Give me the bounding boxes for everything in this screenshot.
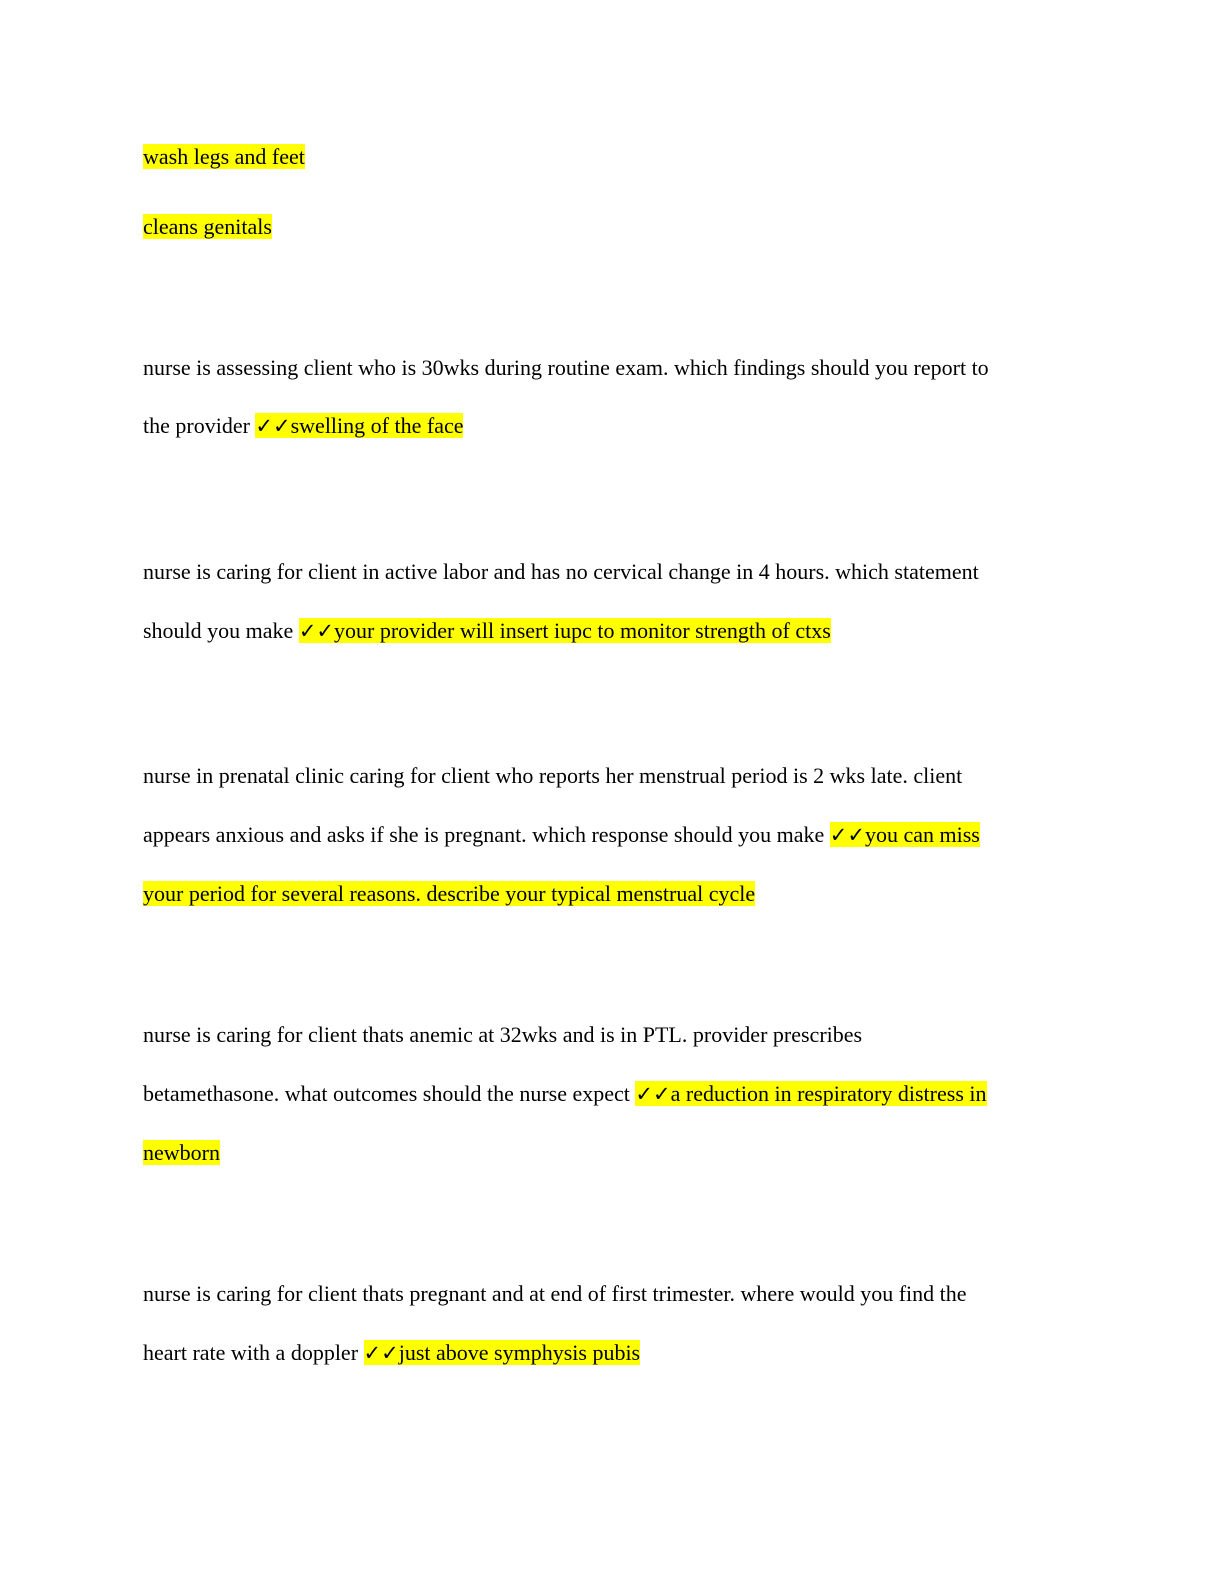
answer-text: your provider will insert iupc to monitor strength of ctxs [334, 618, 831, 643]
answer-text: swelling of the face [290, 413, 464, 438]
question-line: appears anxious and asks if she is pregnant. which response should you make [143, 822, 830, 847]
question-text [143, 1079, 1083, 1109]
highlighted-text: cleans genitals [143, 214, 272, 239]
answer-text: a reduction in respiratory distress in [670, 1081, 987, 1106]
answer-text: just above symphysis pubis [398, 1340, 641, 1365]
checkmark-icon: ✓✓ [635, 1082, 671, 1106]
answer-text: you can miss [864, 822, 980, 847]
question-text [143, 1338, 1083, 1368]
checkmark-icon: ✓✓ [298, 619, 335, 643]
question-text [143, 879, 1083, 909]
question-text [143, 557, 1083, 587]
question-text [143, 411, 1083, 441]
question-line: nurse is assessing client who is 30wks during routine exam. which findings should you report to [143, 355, 989, 380]
question-text [143, 1138, 1083, 1168]
question-text [143, 1020, 1083, 1050]
question-text [143, 616, 1083, 646]
question-line: nurse is caring for client thats anemic at 32wks and is in PTL. provider prescribes [143, 1022, 863, 1047]
answer-highlight [299, 618, 831, 643]
question-text [143, 353, 1083, 383]
question-line: betamethasone. what outcomes should the nurse expect [143, 1081, 636, 1106]
question-line: nurse is caring for client thats pregnant and at end of first trimester. where would you find the [143, 1281, 967, 1306]
answer-highlight [255, 413, 463, 438]
question-text [143, 820, 1083, 850]
intro-step [143, 212, 1083, 242]
question-line: should you make [143, 618, 299, 643]
answer-highlight [830, 822, 980, 847]
highlighted-text: wash legs and feet [143, 144, 305, 169]
question-line: the provider [143, 413, 256, 438]
checkmark-icon: ✓✓ [829, 823, 865, 847]
answer-highlight [364, 1340, 641, 1365]
intro-step [143, 142, 1083, 172]
checkmark-icon: ✓✓ [363, 1341, 399, 1365]
question-text [143, 761, 1083, 791]
question-line: nurse in prenatal clinic caring for client who reports her menstrual period is 2 wks late. client [143, 763, 963, 788]
checkmark-icon: ✓✓ [255, 414, 291, 438]
answer-text: newborn [143, 1140, 220, 1165]
question-line: nurse is caring for client in active labor and has no cervical change in 4 hours. which statement [143, 559, 979, 584]
question-text [143, 1279, 1083, 1309]
answer-highlight [635, 1081, 986, 1106]
answer-text: your period for several reasons. describe your typical menstrual cycle [143, 881, 756, 906]
question-line: heart rate with a doppler [143, 1340, 364, 1365]
